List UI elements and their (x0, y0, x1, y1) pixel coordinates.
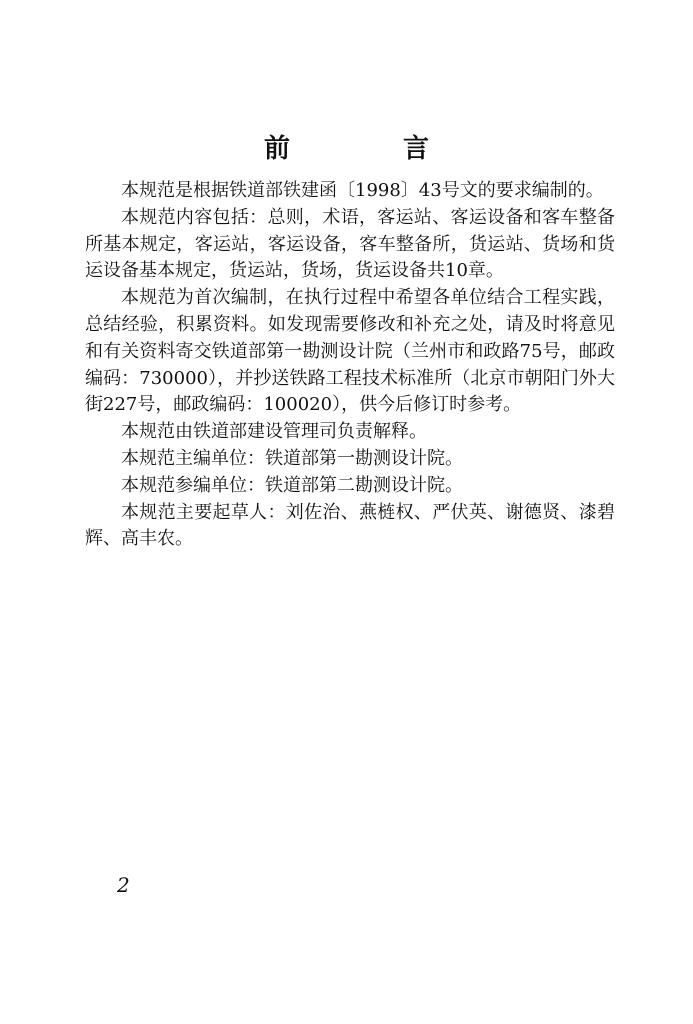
paragraph-chief-editor: 本规范主编单位：铁道部第一勘测设计院。 (121, 447, 463, 469)
paragraph-basis: 本规范是根据铁道部铁建函〔1998〕43号文的要求编制的。 (121, 180, 604, 201)
paragraph-feedback: 本规范为首次编制，在执行过程中希望各单位结合工程实践，总结经验，积累资料。如发现需要修改和补充之处，请及时将意见和有关资料寄交铁道部第一勘测设计院（兰州市和政路75号，邮政编码：730000），并抄送铁路工程技术标准所（北京市朝阳门外大街227号，邮政编码：100020），供今后修订时参考。 (85, 287, 615, 416)
preface-heading: 前 言 (263, 134, 482, 164)
paragraph-drafters: 本规范主要起草人：刘佐治、燕梿权、严伏英、谢德贤、漆碧辉、高丰农。 (85, 501, 615, 550)
page-number: 2 (117, 873, 130, 897)
preface-body (85, 178, 615, 553)
paragraph-interpretation: 本规范由铁道部建设管理司负责解释。 (121, 421, 427, 443)
paragraph-participating-editor: 本规范参编单位：铁道部第二勘测设计院。 (121, 474, 463, 496)
paragraph-contents: 本规范内容包括：总则，术语，客运站、客运设备和客车整备所基本规定，客运站，客运设备，客车整备所，货运站、货场和货运设备基本规定，货运站，货场，货运设备共10章。 (85, 206, 615, 282)
